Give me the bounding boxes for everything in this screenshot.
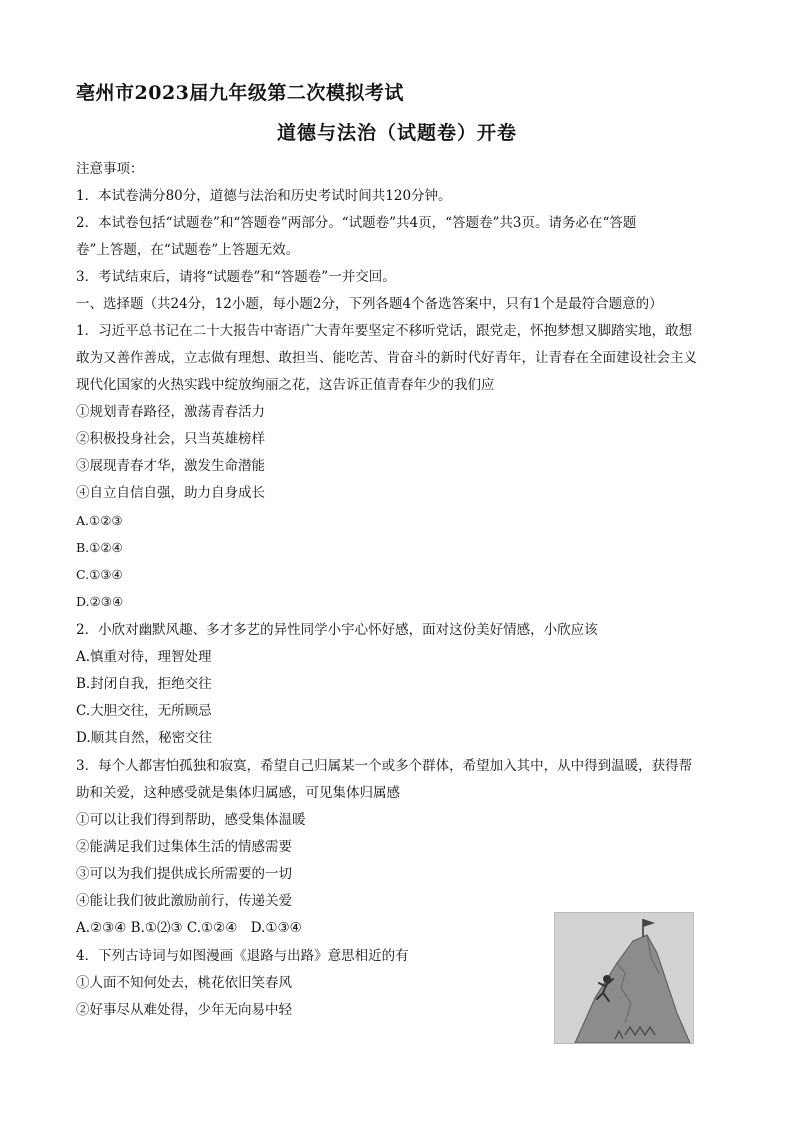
exam-title: 亳州市2023届九年级第二次模拟考试	[76, 82, 404, 104]
q3-options: A.②③④ B.①⑵③ C.①②④ D.①③④	[76, 920, 302, 936]
q1-option-a: A.①②③	[76, 513, 123, 528]
q2-option-c: C.大胆交往，无所顾忌	[76, 703, 212, 719]
q4-statement: ②好事尽从难处得，少年无向易中轻	[76, 1002, 292, 1018]
question-1-stem: 敢为又善作善成，立志做有理想、敢担当、能吃苦、肯奋斗的新时代好青年，让青春在全面建设社会主义	[76, 350, 697, 366]
q2-option-b: B.封闭自我，拒绝交往	[76, 676, 212, 692]
q1-option-d: D.②③④	[76, 594, 124, 609]
exam-subtitle: 道德与法治（试题卷）开卷	[276, 122, 517, 144]
q1-statement: ②积极投身社会，只当英雄榜样	[76, 431, 265, 447]
q1-statement: ③展现青春才华，激发生命潜能	[76, 458, 265, 474]
cartoon-figure	[554, 912, 694, 1044]
cartoon-climber-icon	[555, 913, 693, 1043]
q1-option-c: C.①③④	[76, 567, 123, 582]
q1-option-b: B.①②④	[76, 540, 123, 555]
q1-statement: ④自立自信自强，助力自身成长	[76, 485, 265, 501]
notice-item: 1．本试卷满分80分，道德与法治和历史考试时间共120分钟。	[76, 188, 452, 204]
question-2-stem: 2．小欣对幽默风趣、多才多艺的异性同学小宇心怀好感，面对这份美好情感，小欣应该	[76, 622, 598, 638]
q3-statement: ③可以为我们提供成长所需要的一切	[76, 866, 292, 882]
q2-option-a: A.慎重对待，理智处理	[76, 649, 212, 665]
q1-statement: ①规划青春路径，激荡青春活力	[76, 404, 265, 420]
notice-item: 3．考试结束后，请将“试题卷”和“答题卷”一并交回。	[76, 269, 396, 285]
notice-item: 2．本试卷包括“试题卷”和“答题卷”两部分。“试题卷”共4页，“答题卷”共3页。请务必在“答题	[76, 215, 637, 231]
section-heading: 一、选择题（共24分，12小题，每小题2分，下列各题4个备选答案中，只有1个是最符合题意的）	[76, 296, 663, 312]
question-3-stem: 3．每个人都害怕孤独和寂寞，希望自己归属某一个或多个群体，希望加入其中，从中得到温暖，获得帮	[76, 758, 693, 774]
q2-option-d: D.顺其自然，秘密交往	[76, 730, 213, 746]
q3-statement: ②能满足我们过集体生活的情感需要	[76, 839, 292, 855]
question-1-stem: 现代化国家的火热实践中绽放绚丽之花，这告诉正值青春年少的我们应	[76, 377, 495, 393]
question-1-stem: 1．习近平总书记在二十大报告中寄语广大青年要坚定不移听党话，跟党走，怀抱梦想又脚踏实地，敢想	[76, 323, 693, 339]
question-3-stem: 助和关爱，这种感受就是集体归属感，可见集体归属感	[76, 785, 400, 801]
q3-statement: ①可以让我们得到帮助，感受集体温暖	[76, 812, 306, 828]
q4-statement: ①人面不知何处去，桃花依旧笑春风	[76, 975, 292, 991]
question-4-stem: 4．下列古诗词与如图漫画《退路与出路》意思相近的有	[76, 948, 409, 964]
q3-statement: ④能让我们彼此激励前行，传递关爱	[76, 893, 292, 909]
notice-heading: 注意事项：	[76, 161, 144, 177]
notice-item: 卷”上答题，在“试题卷”上答题无效。	[76, 242, 300, 258]
